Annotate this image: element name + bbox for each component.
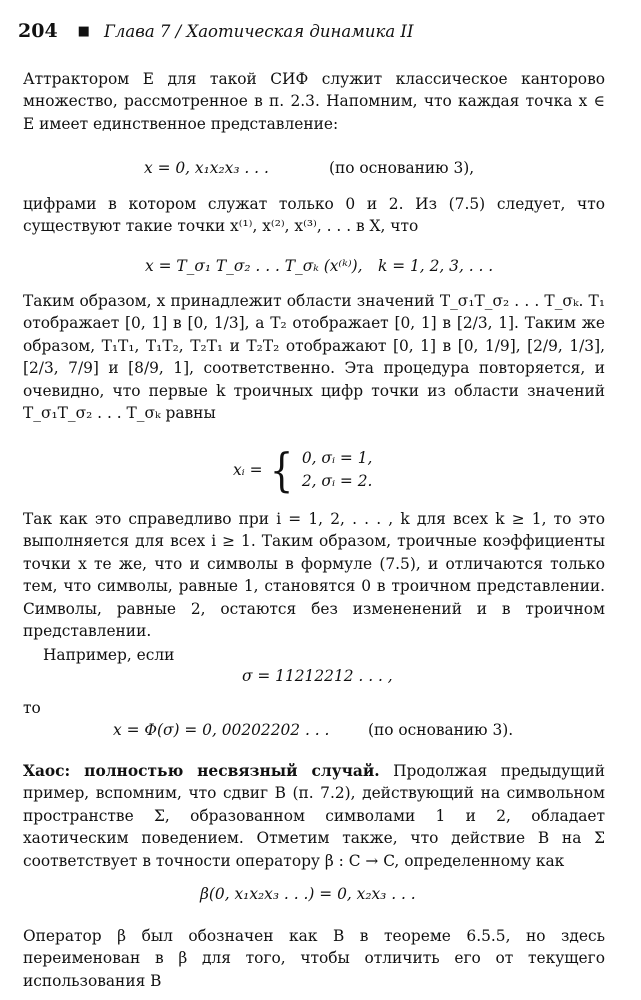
formula-2-note: k = 1, 2, 3, . . .: [378, 257, 494, 275]
case-2: 2, σᵢ = 2.: [301, 472, 373, 490]
section-title: Хаос: полностью несвязный случай.: [23, 762, 380, 780]
case-1: 0, σᵢ = 1,: [301, 449, 373, 467]
formula-6-expr: β(0, x₁x₂x₃ . . .) = 0, x₂x₃ . . .: [200, 885, 416, 903]
paragraph-6: то: [23, 699, 41, 717]
formula-5-note: (по основанию 3).: [368, 721, 514, 739]
cases-list: [302, 447, 373, 493]
paragraph-4: Так как это справедливо при i = 1, 2, . . . , k для всех k ≥ 1, то это выполняется для всех i ≥ 1. Таким образом, троичные коэффициенты точки x те же, что и символы в формуле (7.5), и отличаются только тем, что символы, равные 1, становятся 0 в троичном представлении. Символы, равные 2, остаются без измененений и в троичном представлении.: [23, 510, 605, 641]
left-brace: {: [269, 443, 293, 497]
paragraph-1: Аттрактором E для такой СИФ служит классическое канторово множество, рассмотренное в п. 2.3. Напомним, что каждая точка x ∈ E имеет единственное представление:: [23, 70, 605, 133]
formula-3-lhs: xᵢ =: [233, 461, 263, 479]
paragraph-5: Например, если: [43, 646, 175, 664]
chapter-title: Глава 7 / Хаотическая динамика II: [103, 22, 414, 41]
cases-formula: [233, 443, 373, 497]
formula-1-expr: x = 0, x₁x₂x₃ . . .: [144, 159, 269, 177]
paragraph-7-text: Продолжая предыдущий пример, вспомним, что сдвиг B (п. 7.2), действующий на символьном пространстве Σ, образованном символами 1 и 2, обладает хаотическим поведением. Отметим также, что действие B на Σ соответствует в точности оператору β : C → C, определенному как: [23, 762, 605, 870]
paragraph-3: Таким образом, x принадлежит области значений T_σ₁T_σ₂ . . . T_σₖ. T₁ отображает [0, 1] в [0, 1/3], а T₂ отображает [0, 1] в [2/3, 1]. Таким же образом, T₁T₁, T₁T₂, T₂T₁ и T₂T₂ отображают [0, 1] в [0, 1/9], [2/9, 1/3], [2/3, 7/9] и [8/9, 1], соответственно. Эта процедура повторяется, и очевидно, что первые k троичных цифр точки из области значений T_σ₁T_σ₂ . . . T_σₖ равны: [23, 292, 605, 423]
formula-4-expr: σ = 11212212 . . . ,: [242, 667, 393, 685]
page-header: [18, 20, 619, 42]
paragraph-7: [23, 760, 605, 872]
formula-5-expr: x = Φ(σ) = 0, 00202202 . . .: [113, 721, 330, 739]
paragraph-2: цифрами в котором служат только 0 и 2. Из (7.5) следует, что существуют такие точки x⁽¹⁾, x⁽²⁾, x⁽³⁾, . . . в X, что: [23, 195, 605, 236]
page-number: 204: [18, 20, 58, 42]
formula-1-note: (по основанию 3),: [329, 159, 475, 177]
header-bullet: ■: [77, 24, 90, 39]
formula-3: [23, 443, 605, 503]
paragraph-8: Оператор β был обозначен как B в теореме 6.5.5, но здесь переименован в β для того, чтобы отличить его от текущего использования B: [23, 927, 605, 990]
formula-2-expr: x = T_σ₁ T_σ₂ . . . T_σₖ (x⁽ᵏ⁾),: [145, 257, 363, 275]
